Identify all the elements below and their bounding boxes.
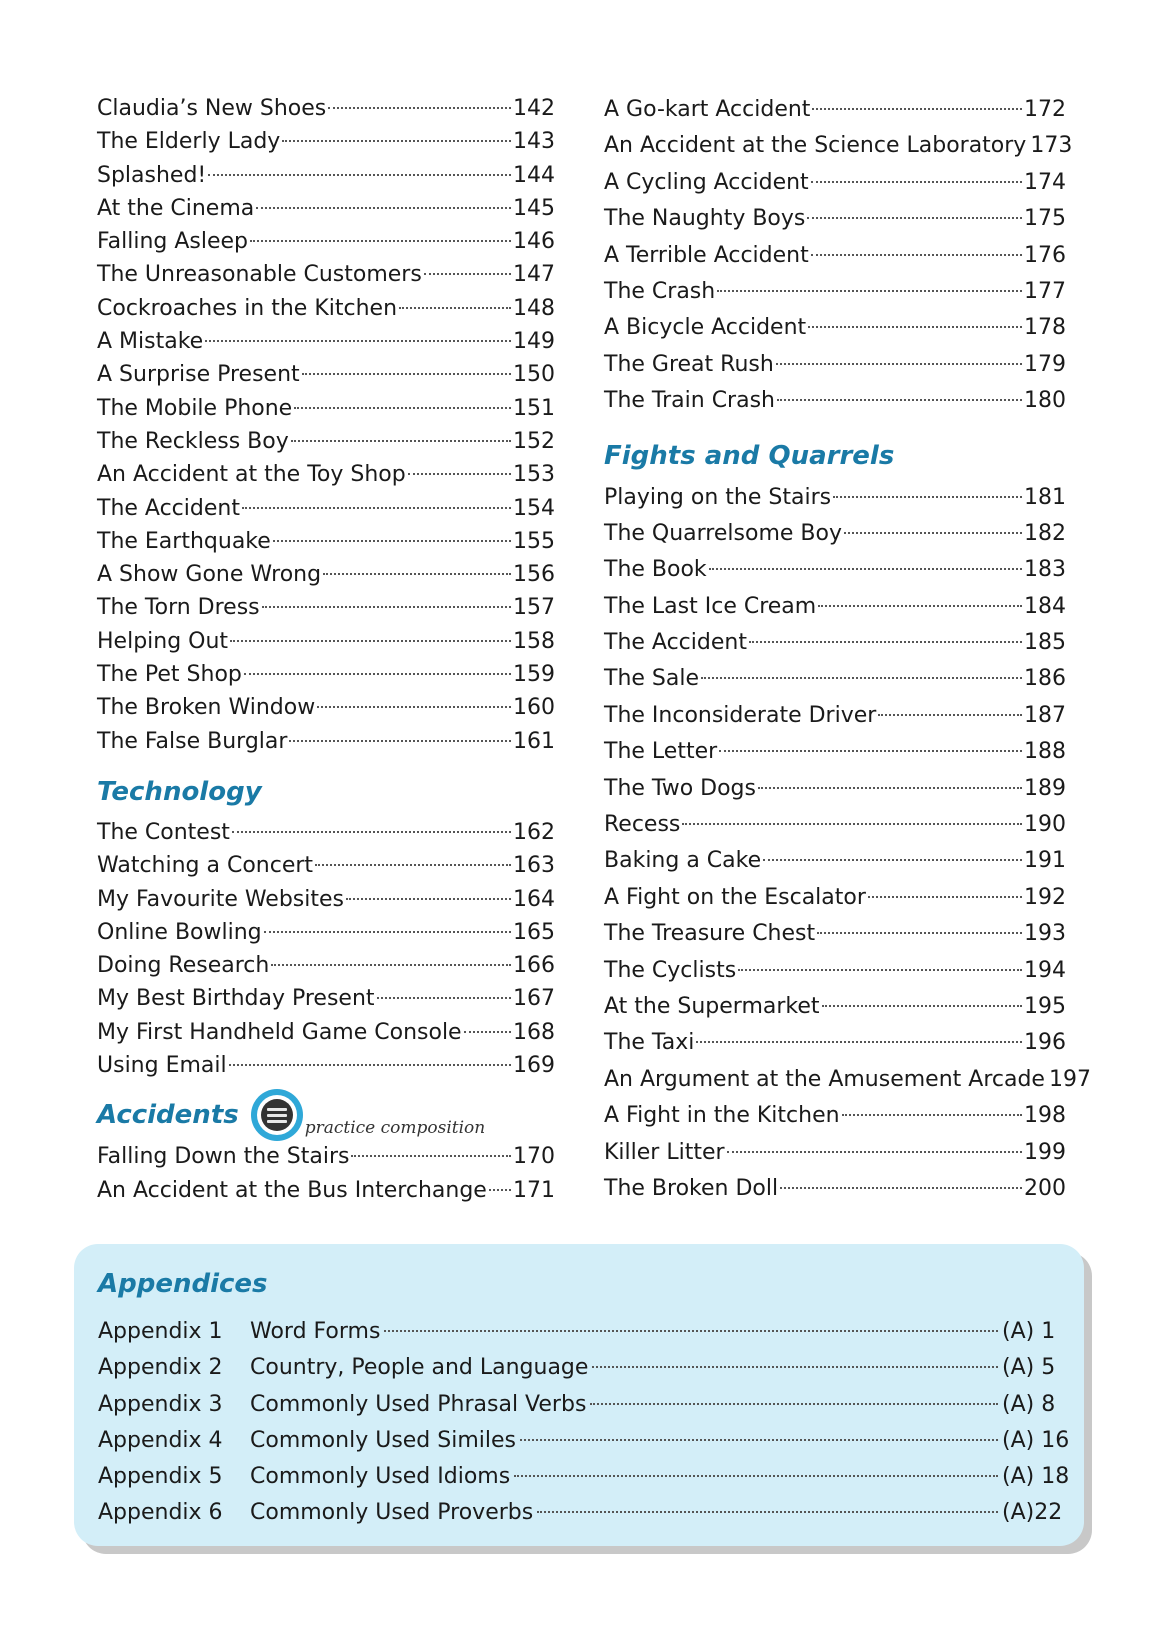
toc-entry <box>604 916 1066 952</box>
toc-entry-title: At the Supermarket <box>604 993 820 1019</box>
toc-entry <box>97 982 555 1015</box>
toc-entry-title: The Letter <box>604 739 718 765</box>
dot-leader <box>232 831 511 833</box>
toc-entry-page: 190 <box>1024 812 1066 838</box>
dot-leader <box>822 1005 1022 1007</box>
toc-entry-page: 161 <box>513 728 555 754</box>
dot-leader <box>489 1189 511 1191</box>
toc-entry-page: 185 <box>1024 630 1066 656</box>
toc-entry <box>97 192 555 225</box>
dot-leader <box>328 107 511 109</box>
toc-entry-title: Cockroaches in the Kitchen <box>97 295 398 321</box>
toc-entry <box>97 558 555 591</box>
toc-entry-title: The Broken Doll <box>604 1175 779 1201</box>
toc-entry-page: 153 <box>513 462 555 488</box>
dot-leader <box>717 290 1022 292</box>
toc-entry-title: Online Bowling <box>97 919 262 945</box>
toc-entry-title: The Taxi <box>604 1030 695 1056</box>
toc-entry-page: 164 <box>513 886 555 912</box>
dot-leader <box>408 473 511 475</box>
toc-entry-page: 156 <box>513 562 555 588</box>
toc-entry <box>97 225 555 258</box>
toc-entry <box>97 292 555 325</box>
toc-entry-page: (A)22 <box>1002 1500 1063 1526</box>
toc-entry <box>97 691 555 724</box>
toc-entry-page: 187 <box>1024 702 1066 728</box>
toc-entry-title: The Crash <box>604 278 716 304</box>
toc-entry <box>97 258 555 291</box>
toc-entry-page: 145 <box>513 195 555 221</box>
toc-entry-page: 193 <box>1024 921 1066 947</box>
toc-entry <box>604 880 1066 916</box>
toc-entry-page: 165 <box>513 919 555 945</box>
toc-entry-page: 168 <box>513 1019 555 1045</box>
toc-entry-page: 166 <box>513 953 555 979</box>
dot-leader <box>842 1114 1022 1116</box>
toc-entry <box>604 516 1066 552</box>
toc-entry <box>604 165 1066 201</box>
appendices-panel <box>74 1244 1084 1546</box>
toc-entry-title: My Best Birthday Present <box>97 986 375 1012</box>
appendix-label: Appendix 5 <box>98 1464 223 1490</box>
toc-section-technology <box>97 816 555 1082</box>
toc-entry <box>98 1459 1070 1495</box>
toc-entry-title: Doing Research <box>97 953 270 979</box>
dot-leader <box>701 677 1022 679</box>
dot-leader <box>812 108 1022 110</box>
dot-leader <box>289 740 511 742</box>
toc-entry-title: The Sale <box>604 666 700 692</box>
dot-leader <box>709 568 1022 570</box>
toc-entry-title: The Two Dogs <box>604 775 756 801</box>
toc-entry <box>97 625 555 658</box>
dot-leader <box>696 1041 1022 1043</box>
toc-entry-page: 160 <box>513 695 555 721</box>
toc-entry <box>97 1174 555 1207</box>
toc-entry <box>604 310 1066 346</box>
dot-leader <box>302 373 511 375</box>
toc-entry-page: 179 <box>1024 351 1066 377</box>
toc-entry-title: An Argument at the Amusement Arcade <box>604 1066 1045 1092</box>
toc-entry-page: 198 <box>1024 1103 1066 1129</box>
toc-entry-title: An Accident at the Bus Interchange <box>97 1177 487 1203</box>
toc-entry-page: 163 <box>513 853 555 879</box>
dot-leader <box>294 407 511 409</box>
dot-leader <box>514 1475 998 1477</box>
toc-entry <box>604 989 1066 1025</box>
section-heading-fights-and-quarrels: Fights and Quarrels <box>604 440 895 471</box>
dot-leader <box>776 363 1022 365</box>
toc-entry-title: The Great Rush <box>604 351 774 377</box>
toc-entry <box>604 771 1066 807</box>
toc-entry-title: The Quarrelsome Boy <box>604 520 842 546</box>
toc-entry-page: 200 <box>1024 1175 1066 1201</box>
toc-entry <box>604 1135 1066 1171</box>
toc-entry-title: A Go-kart Accident <box>604 97 811 122</box>
dot-leader <box>780 1187 1022 1189</box>
toc-entry-page: 177 <box>1024 278 1066 304</box>
toc-entry-title: My First Handheld Game Console <box>97 1019 462 1045</box>
toc-entry-page: 158 <box>513 628 555 654</box>
dot-leader <box>205 340 511 342</box>
toc-entry-page: 150 <box>513 362 555 388</box>
toc-entry-title: A Fight on the Escalator <box>604 884 866 910</box>
toc-entry-title: A Fight in the Kitchen <box>604 1103 840 1129</box>
toc-entry-page: 174 <box>1024 169 1066 195</box>
dot-leader <box>244 673 511 675</box>
toc-entry-page: 167 <box>513 986 555 1012</box>
toc-entry-title: The Broken Window <box>97 695 316 721</box>
toc-entry-page: 183 <box>1024 557 1066 583</box>
dot-leader <box>758 787 1022 789</box>
toc-entry-title: The Mobile Phone <box>97 395 293 421</box>
toc-entry-page: (A) 1 <box>1002 1319 1056 1344</box>
toc-entry-page: (A) 18 <box>1002 1464 1070 1490</box>
toc-entry-page: 175 <box>1024 206 1066 232</box>
toc-entry <box>97 591 555 624</box>
toc-entry-page: 142 <box>513 96 555 121</box>
dot-leader <box>256 207 511 209</box>
toc-entry-title: Commonly Used Similes <box>250 1427 516 1453</box>
toc-entry <box>97 849 555 882</box>
toc-entry-title: The Contest <box>97 819 230 845</box>
toc-entry <box>97 325 555 358</box>
toc-entry-page: 195 <box>1024 993 1066 1019</box>
toc-entry-title: Using Email <box>97 1053 227 1079</box>
toc-entry-title: Playing on the Stairs <box>604 484 832 510</box>
toc-entry-page: (A) 16 <box>1002 1427 1070 1453</box>
toc-entry-title: An Accident at the Science Laboratory <box>604 133 1027 159</box>
toc-entry <box>98 1314 1066 1350</box>
appendix-label: Appendix 2 <box>98 1355 223 1381</box>
toc-entry-page: 188 <box>1024 739 1066 765</box>
toc-entry <box>98 1495 1066 1531</box>
section-heading-appendices: Appendices <box>98 1269 268 1299</box>
toc-entry-page: 159 <box>513 662 555 688</box>
toc-entry-title: Falling Down the Stairs <box>97 1144 350 1170</box>
dot-leader <box>399 307 511 309</box>
toc-entry <box>604 1062 1091 1098</box>
toc-entry <box>604 843 1066 879</box>
toc-entry <box>97 1049 555 1082</box>
dot-leader <box>727 1151 1022 1153</box>
toc-entry-title: The Last Ice Cream <box>604 593 817 619</box>
toc-entry-title: The Inconsiderate Driver <box>604 702 877 728</box>
toc-entry <box>97 916 555 949</box>
toc-entry <box>98 1350 1066 1386</box>
dot-leader <box>777 399 1022 401</box>
toc-entry <box>604 807 1066 843</box>
dot-leader <box>811 181 1022 183</box>
toc-entry-title: At the Cinema <box>97 195 255 221</box>
dot-leader <box>520 1439 998 1441</box>
dot-leader <box>351 1155 511 1157</box>
toc-entry-title: A Cycling Accident <box>604 169 809 195</box>
toc-entry-title: The Torn Dress <box>97 595 260 621</box>
dot-leader <box>291 440 511 442</box>
toc-entry <box>97 125 555 158</box>
toc-entry <box>97 883 555 916</box>
toc-entry <box>97 949 555 982</box>
toc-entry-title: The Elderly Lady <box>97 129 281 155</box>
dot-leader <box>273 540 511 542</box>
dot-leader <box>537 1511 998 1513</box>
toc-entry <box>98 1387 1066 1423</box>
toc-entry <box>97 725 555 758</box>
toc-entry-page: 199 <box>1024 1139 1066 1165</box>
toc-section-accidents-continued <box>604 92 1073 420</box>
toc-entry <box>604 1171 1066 1207</box>
dot-leader <box>719 750 1022 752</box>
toc-entry-title: Commonly Used Proverbs <box>250 1500 534 1526</box>
toc-entry <box>604 552 1066 588</box>
dot-leader <box>262 606 511 608</box>
toc-entry-page: 178 <box>1024 315 1066 341</box>
toc-entry-title: A Mistake <box>97 329 204 355</box>
toc-entry <box>604 625 1066 661</box>
toc-entry-page: 170 <box>513 1144 555 1170</box>
toc-section-accidents <box>97 1140 555 1207</box>
accidents-heading-row <box>97 1090 555 1140</box>
toc-entry-page: 151 <box>513 395 555 421</box>
toc-entry <box>604 1098 1066 1134</box>
toc-entry-page: 194 <box>1024 957 1066 983</box>
dot-leader <box>844 532 1022 534</box>
toc-entry <box>97 392 555 425</box>
dot-leader <box>868 896 1022 898</box>
toc-entry-title: An Accident at the Toy Shop <box>97 462 406 488</box>
toc-entry-page: 162 <box>513 819 555 845</box>
dot-leader <box>346 898 511 900</box>
toc-entry-title: A Surprise Present <box>97 362 300 388</box>
toc-entry-title: Word Forms <box>250 1319 381 1344</box>
dot-leader <box>282 140 511 142</box>
toc-entry-page: 154 <box>513 495 555 521</box>
toc-entry-page: 180 <box>1024 388 1066 414</box>
dot-leader <box>682 823 1022 825</box>
toc-entry-page: 146 <box>513 229 555 255</box>
section-heading-accidents: Accidents <box>97 1100 239 1131</box>
toc-entry <box>97 816 555 849</box>
dot-leader <box>424 273 511 275</box>
dot-leader <box>250 240 511 242</box>
toc-entry-page: 169 <box>513 1053 555 1079</box>
appendices-list <box>98 1314 1070 1532</box>
toc-entry <box>97 492 555 525</box>
toc-entry-page: 148 <box>513 295 555 321</box>
toc-entry-page: 155 <box>513 528 555 554</box>
toc-entry-title: Watching a Concert <box>97 853 314 879</box>
toc-entry <box>98 1423 1070 1459</box>
dot-leader <box>377 997 511 999</box>
toc-entry-title: The Accident <box>97 495 240 521</box>
toc-entry-page: 184 <box>1024 593 1066 619</box>
toc-entry-title: The False Burglar <box>97 728 288 754</box>
toc-entry-page: 182 <box>1024 520 1066 546</box>
toc-entry <box>97 458 555 491</box>
toc-entry-page: 186 <box>1024 666 1066 692</box>
toc-entry-title: A Bicycle Accident <box>604 315 807 341</box>
dot-leader <box>271 964 511 966</box>
toc-entry <box>97 1140 555 1173</box>
toc-entry <box>97 525 555 558</box>
toc-entry-title: Splashed! <box>97 162 207 188</box>
toc-entry-page: 157 <box>513 595 555 621</box>
toc-entry-title: Country, People and Language <box>250 1355 589 1381</box>
toc-entry <box>604 201 1066 237</box>
toc-entry-title: The Book <box>604 557 707 583</box>
toc-entry <box>604 1025 1066 1061</box>
toc-entry <box>604 698 1066 734</box>
practice-composition-label: practice composition <box>304 1118 486 1139</box>
toc-entry <box>604 274 1066 310</box>
toc-entry-page: 173 <box>1030 133 1073 159</box>
appendix-label: Appendix 4 <box>98 1427 223 1453</box>
dot-leader <box>464 1031 511 1033</box>
toc-entry-title: A Show Gone Wrong <box>97 562 322 588</box>
dot-leader <box>749 641 1022 643</box>
dot-leader <box>384 1330 998 1332</box>
toc-entry-page: 144 <box>513 162 555 188</box>
toc-entry <box>97 1016 555 1049</box>
appendix-label: Appendix 3 <box>98 1391 223 1417</box>
toc-entry-page: 171 <box>513 1177 555 1203</box>
toc-entry-page: 197 <box>1048 1066 1091 1092</box>
toc-entry-title: The Pet Shop <box>97 662 242 688</box>
toc-entry-title: The Earthquake <box>97 528 271 554</box>
toc-entry-page: 147 <box>513 262 555 288</box>
toc-entry <box>604 128 1073 164</box>
toc-entry-title: The Treasure Chest <box>604 921 816 947</box>
appendix-label: Appendix 6 <box>98 1500 223 1526</box>
dot-leader <box>811 254 1022 256</box>
dot-leader <box>230 640 511 642</box>
toc-entry-title: The Unreasonable Customers <box>97 262 422 288</box>
toc-entry <box>604 347 1066 383</box>
toc-entry-title: Recess <box>604 812 681 838</box>
toc-entry-page: 192 <box>1024 884 1066 910</box>
toc-entry-title: Killer Litter <box>604 1139 725 1165</box>
toc-entry-title: Commonly Used Idioms <box>250 1464 511 1490</box>
toc-entry-page: 176 <box>1024 242 1066 268</box>
appendix-label: Appendix 1 <box>98 1319 223 1344</box>
toc-entry-page: 152 <box>513 428 555 454</box>
toc-entry-title: The Cyclists <box>604 957 737 983</box>
toc-entry-page: 191 <box>1024 848 1066 874</box>
toc-entry <box>604 383 1066 419</box>
dot-leader <box>818 605 1022 607</box>
toc-entry-title: Claudia’s New Shoes <box>97 96 327 121</box>
toc-entry-page: 196 <box>1024 1030 1066 1056</box>
toc-entry-page: 143 <box>513 129 555 155</box>
dot-leader <box>229 1064 511 1066</box>
dot-leader <box>242 507 511 509</box>
toc-entry-title: Baking a Cake <box>604 848 762 874</box>
toc-entry-page: 149 <box>513 329 555 355</box>
toc-entry-page: (A) 8 <box>1002 1391 1056 1417</box>
toc-entry <box>97 658 555 691</box>
dot-leader <box>317 706 511 708</box>
toc-entry <box>604 238 1066 274</box>
left-column <box>97 92 555 1207</box>
toc-section-general <box>97 92 555 758</box>
section-heading-technology: Technology <box>97 776 262 807</box>
toc-entry <box>97 425 555 458</box>
toc-entry-title: Falling Asleep <box>97 229 249 255</box>
dot-leader <box>817 932 1022 934</box>
dot-leader <box>833 496 1022 498</box>
dot-leader <box>315 864 511 866</box>
toc-entry <box>604 480 1066 516</box>
toc-entry-title: The Naughty Boys <box>604 206 806 232</box>
toc-entry-title: Helping Out <box>97 628 229 654</box>
dot-leader <box>738 969 1022 971</box>
dot-leader <box>808 326 1022 328</box>
toc-entry-title: Commonly Used Phrasal Verbs <box>250 1391 587 1417</box>
toc-entry-page: (A) 5 <box>1002 1355 1056 1381</box>
practice-composition-icon <box>251 1089 303 1141</box>
dot-leader <box>208 174 511 176</box>
dot-leader <box>592 1366 998 1368</box>
toc-entry-page: 189 <box>1024 775 1066 801</box>
toc-entry-title: The Reckless Boy <box>97 428 289 454</box>
dot-leader <box>763 859 1022 861</box>
toc-entry-title: My Favourite Websites <box>97 886 345 912</box>
right-column <box>604 92 1091 1207</box>
toc-entry <box>604 734 1066 770</box>
dot-leader <box>590 1403 998 1405</box>
toc-entry <box>97 358 555 391</box>
toc-entry <box>97 92 555 125</box>
dot-leader <box>807 217 1022 219</box>
toc-entry-title: The Train Crash <box>604 388 775 414</box>
toc-entry <box>604 953 1066 989</box>
toc-entry-page: 181 <box>1024 484 1066 510</box>
toc-entry-page: 172 <box>1024 97 1066 122</box>
toc-entry <box>97 159 555 192</box>
toc-entry <box>604 92 1066 128</box>
toc-entry <box>604 589 1066 625</box>
toc-entry-title: The Accident <box>604 630 747 656</box>
dot-leader <box>878 714 1022 716</box>
dot-leader <box>264 931 511 933</box>
toc-section-fights-and-quarrels <box>604 480 1091 1208</box>
dot-leader <box>323 573 511 575</box>
toc-entry-title: A Terrible Accident <box>604 242 809 268</box>
toc-entry <box>604 661 1066 697</box>
